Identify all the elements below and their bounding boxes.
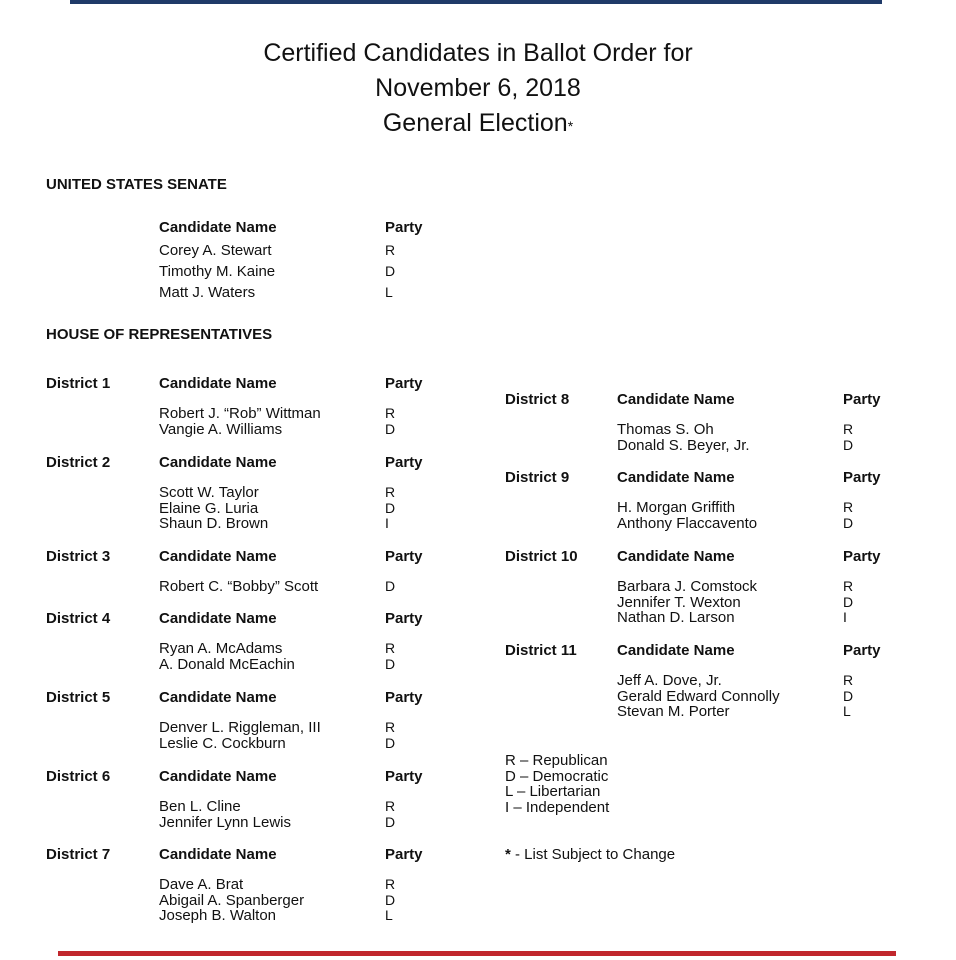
candidate-party: D — [385, 734, 396, 751]
district-9-name-header: Candidate Name — [617, 469, 735, 486]
title-line-1: Certified Candidates in Ballot Order for — [263, 39, 693, 67]
candidate-party: I — [843, 609, 847, 626]
candidate-party: D — [385, 420, 396, 437]
district-4-party-header: Party — [385, 610, 423, 627]
candidate-party: L — [385, 907, 393, 924]
candidate-party: D — [385, 499, 396, 516]
district-label-1: District 1 — [46, 375, 111, 392]
district-4-candidate-parties — [385, 641, 395, 672]
candidate-party: R — [385, 405, 396, 421]
candidate-name: Jennifer T. Wexton — [617, 593, 741, 611]
district-label-11: District 11 — [505, 642, 577, 659]
candidate-party: R — [843, 421, 854, 437]
district-3-name-header: Candidate Name — [159, 548, 277, 565]
senate-candidate-name: Corey A. Stewart — [159, 242, 272, 259]
candidate-party: D — [385, 578, 396, 594]
senate-candidate-party: L — [385, 284, 393, 300]
district-7-candidate-parties — [385, 877, 395, 924]
senate-candidate-parties — [385, 240, 395, 303]
candidate-name: Denver L. Riggleman, III — [159, 719, 321, 736]
top-accent-bar — [70, 0, 882, 4]
candidate-party: D — [843, 436, 854, 453]
title-line-3-text: General Election — [382, 109, 568, 137]
district-label-7: District 7 — [46, 846, 111, 863]
candidate-name: Thomas S. Oh — [617, 421, 714, 438]
district-10-name-header: Candidate Name — [617, 548, 735, 565]
district-10-party-header: Party — [843, 548, 881, 565]
candidate-name: Robert J. “Rob” Wittman — [159, 405, 321, 422]
candidate-name: Dave A. Brat — [159, 876, 244, 893]
legend-item: D – Democratic — [505, 767, 609, 785]
note-text: - List Subject to Change — [510, 846, 676, 863]
district-11-party-header: Party — [843, 642, 881, 659]
district-9-candidate-parties — [843, 500, 853, 531]
district-11-candidate-names — [617, 673, 780, 720]
district-5-candidate-names — [159, 720, 321, 751]
senate-candidate-name: Timothy M. Kaine — [159, 263, 276, 280]
candidate-party: D — [843, 687, 854, 704]
candidate-name: Scott W. Taylor — [159, 484, 259, 501]
district-6-name-header: Candidate Name — [159, 768, 277, 785]
legend-item: I – Independent — [505, 799, 610, 817]
candidate-party: R — [843, 672, 854, 688]
title-asterisk: * — [567, 118, 574, 134]
district-7-candidate-names — [159, 877, 304, 924]
legend-item: L – Libertarian — [505, 783, 601, 801]
district-4-candidate-names — [159, 641, 295, 672]
candidate-name: Joseph B. Walton — [159, 907, 277, 925]
candidate-name: Nathan D. Larson — [617, 609, 735, 627]
district-6-candidate-names — [159, 799, 291, 830]
senate-party-header: Party — [385, 219, 423, 236]
district-1-candidate-parties — [385, 406, 395, 437]
district-9-party-header: Party — [843, 469, 881, 486]
district-label-5: District 5 — [46, 689, 111, 706]
title-line-2: November 6, 2018 — [375, 74, 581, 102]
district-8-candidate-names — [617, 422, 750, 453]
senate-heading: UNITED STATES SENATE — [46, 176, 227, 193]
district-11-name-header: Candidate Name — [617, 642, 735, 659]
district-3-candidate-names — [159, 579, 318, 595]
candidate-name: Jennifer Lynn Lewis — [159, 813, 292, 831]
candidate-party: R — [385, 484, 396, 500]
senate-name-header: Candidate Name — [159, 219, 277, 236]
district-label-4: District 4 — [46, 610, 111, 627]
candidate-party: R — [385, 640, 396, 656]
candidate-name: A. Donald McEachin — [159, 655, 295, 673]
district-label-6: District 6 — [46, 768, 111, 785]
bottom-accent-bar — [58, 951, 896, 956]
senate-candidate-party: D — [385, 263, 396, 279]
district-1-name-header: Candidate Name — [159, 375, 277, 392]
candidate-name: Shaun D. Brown — [159, 515, 269, 533]
district-8-party-header: Party — [843, 391, 881, 408]
district-3-candidate-parties — [385, 579, 395, 595]
candidate-party: R — [385, 798, 396, 814]
house-heading: HOUSE OF REPRESENTATIVES — [46, 326, 273, 343]
page-title — [0, 36, 956, 144]
district-label-8: District 8 — [505, 391, 570, 408]
district-7-name-header: Candidate Name — [159, 846, 277, 863]
district-8-name-header: Candidate Name — [617, 391, 735, 408]
legend-item: R – Republican — [505, 752, 608, 769]
candidate-party: R — [385, 719, 396, 735]
district-1-candidate-names — [159, 406, 321, 437]
candidate-name: Vangie A. Williams — [159, 420, 283, 438]
candidate-name: Elaine G. Luria — [159, 499, 259, 517]
candidate-name: Robert C. “Bobby” Scott — [159, 578, 319, 595]
district-6-candidate-parties — [385, 799, 395, 830]
candidate-party: R — [843, 499, 854, 515]
district-5-name-header: Candidate Name — [159, 689, 277, 706]
district-1-party-header: Party — [385, 375, 423, 392]
candidate-name: Ryan A. McAdams — [159, 640, 283, 657]
candidate-party: D — [385, 655, 396, 672]
candidate-name: Abigail A. Spanberger — [159, 891, 305, 909]
senate-candidate-name: Matt J. Waters — [159, 284, 256, 301]
district-10-candidate-names — [617, 579, 757, 626]
note-asterisk: * — [505, 846, 511, 863]
candidate-name: Barbara J. Comstock — [617, 578, 758, 595]
candidate-party: R — [843, 578, 854, 594]
district-2-candidate-names — [159, 485, 268, 532]
candidate-name: Stevan M. Porter — [617, 703, 730, 721]
district-8-candidate-parties — [843, 422, 853, 453]
district-2-name-header: Candidate Name — [159, 454, 277, 471]
candidate-name: Ben L. Cline — [159, 798, 241, 815]
candidate-party: D — [385, 813, 396, 830]
candidate-name: Leslie C. Cockburn — [159, 734, 286, 752]
district-4-name-header: Candidate Name — [159, 610, 277, 627]
candidate-party: D — [843, 593, 854, 610]
district-9-candidate-names — [617, 500, 757, 531]
candidate-name: Jeff A. Dove, Jr. — [617, 672, 722, 689]
district-2-party-header: Party — [385, 454, 423, 471]
title-line-3 — [0, 106, 956, 144]
candidate-name: Donald S. Beyer, Jr. — [617, 436, 750, 454]
candidate-party: L — [843, 703, 851, 720]
district-label-3: District 3 — [46, 548, 111, 565]
district-10-candidate-parties — [843, 579, 853, 626]
district-3-party-header: Party — [385, 548, 423, 565]
candidate-party: R — [385, 876, 396, 892]
candidate-party: D — [843, 514, 854, 531]
district-5-party-header: Party — [385, 689, 423, 706]
district-2-candidate-parties — [385, 485, 395, 532]
district-5-candidate-parties — [385, 720, 395, 751]
candidate-name: Anthony Flaccavento — [617, 514, 758, 532]
district-7-party-header: Party — [385, 846, 423, 863]
candidate-party: I — [385, 515, 389, 532]
candidate-party: D — [385, 891, 396, 908]
change-note — [505, 846, 675, 863]
candidate-name: H. Morgan Griffith — [617, 499, 736, 516]
district-6-party-header: Party — [385, 768, 423, 785]
senate-candidate-names — [159, 240, 275, 303]
party-legend — [505, 753, 609, 816]
senate-candidate-party: R — [385, 242, 396, 258]
district-11-candidate-parties — [843, 673, 853, 720]
district-label-9: District 9 — [505, 469, 570, 486]
district-label-2: District 2 — [46, 454, 111, 471]
candidate-name: Gerald Edward Connolly — [617, 687, 780, 705]
district-label-10: District 10 — [505, 548, 578, 565]
